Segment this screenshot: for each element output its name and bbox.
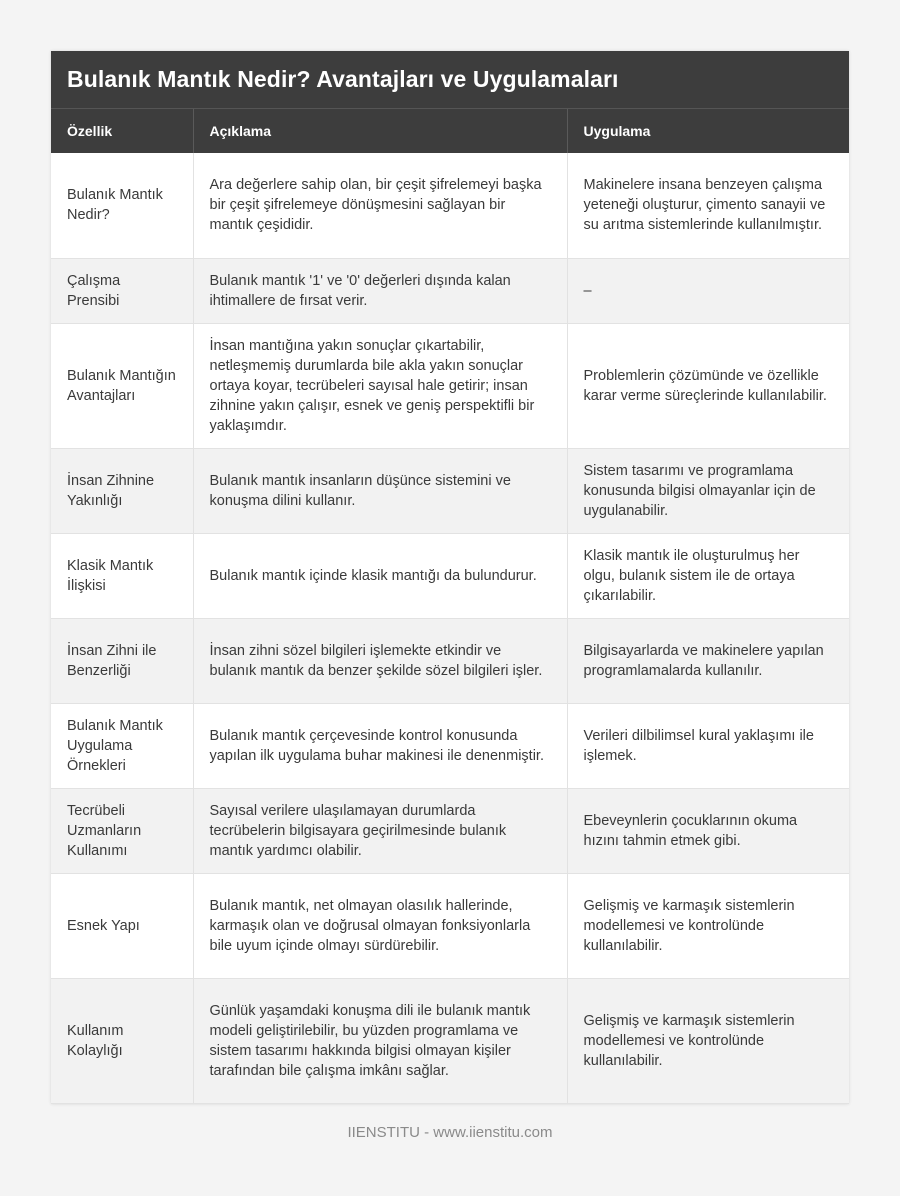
- cell-feature: Esnek Yapı: [51, 873, 193, 978]
- cell-feature: Çalışma Prensibi: [51, 258, 193, 323]
- table-row: [51, 323, 849, 448]
- table-row: [51, 153, 849, 258]
- cell-feature: Bulanık Mantık Uygulama Örnekleri: [51, 703, 193, 788]
- column-header-application: Uygulama: [567, 109, 849, 153]
- cell-feature: Kullanım Kolaylığı: [51, 978, 193, 1103]
- table-row: [51, 703, 849, 788]
- cell-description: Ara değerlere sahip olan, bir çeşit şifrelemeyi başka bir çeşit şifrelemeye dönüşmesini sağlayan bir mantık çeşididir.: [193, 153, 567, 258]
- table-row: [51, 258, 849, 323]
- footer-credit: IIENSTITU - www.iienstitu.com: [347, 1124, 553, 1141]
- cell-description: İnsan mantığına yakın sonuçlar çıkartabilir, netleşmemiş durumlarda bile akla yakın sonuçlar ortaya koyar, tecrübeleri sayısal hale getirir; insan zihnine yakın çalışır, esnek ve geniş perspektifli bir yaklaşımdır.: [193, 323, 567, 448]
- cell-description: Sayısal verilere ulaşılamayan durumlarda tecrübelerin bilgisayara geçirilmesinde bulanık mantık yardımcı olabilir.: [193, 788, 567, 873]
- cell-feature: İnsan Zihni ile Benzerliği: [51, 618, 193, 703]
- cell-application: Sistem tasarımı ve programlama konusunda bilgisi olmayanlar için de uygulanabilir.: [567, 448, 849, 533]
- cell-description: Günlük yaşamdaki konuşma dili ile bulanık mantık modeli geliştirilebilir, bu yüzden programlama ve sistem tasarımı hakkında bilgisi olmayan kişiler tarafından bile çalışma imkânı sağlar.: [193, 978, 567, 1103]
- cell-application: Problemlerin çözümünde ve özellikle karar verme süreçlerinde kullanılabilir.: [567, 323, 849, 448]
- cell-feature: Klasik Mantık İlişkisi: [51, 533, 193, 618]
- cell-feature: Tecrübeli Uzmanların Kullanımı: [51, 788, 193, 873]
- cell-application: Verileri dilbilimsel kural yaklaşımı ile işlemek.: [567, 703, 849, 788]
- cell-feature: Bulanık Mantığın Avantajları: [51, 323, 193, 448]
- cell-application: Ebeveynlerin çocuklarının okuma hızını tahmin etmek gibi.: [567, 788, 849, 873]
- table-row: [51, 788, 849, 873]
- table-row: [51, 618, 849, 703]
- cell-description: İnsan zihni sözel bilgileri işlemekte etkindir ve bulanık mantık da benzer şekilde sözel bilgileri işler.: [193, 618, 567, 703]
- column-header-description: Açıklama: [193, 109, 567, 153]
- page-title: Bulanık Mantık Nedir? Avantajları ve Uygulamaları: [67, 66, 619, 92]
- table-row: [51, 533, 849, 618]
- cell-description: Bulanık mantık çerçevesinde kontrol konusunda yapılan ilk uygulama buhar makinesi ile denenmiştir.: [193, 703, 567, 788]
- cell-application: Bilgisayarlarda ve makinelere yapılan programlamalarda kullanılır.: [567, 618, 849, 703]
- cell-description: Bulanık mantık içinde klasik mantığı da bulundurur.: [193, 533, 567, 618]
- table-row: [51, 873, 849, 978]
- title-bar: [51, 51, 849, 109]
- table-row: [51, 978, 849, 1103]
- cell-application: Makinelere insana benzeyen çalışma yeteneği oluşturur, çimento sanayii ve su arıtma sistemlerinde kullanılmıştır.: [567, 153, 849, 258]
- cell-description: Bulanık mantık '1' ve '0' değerleri dışında kalan ihtimallere de fırsat verir.: [193, 258, 567, 323]
- cell-description: Bulanık mantık, net olmayan olasılık hallerinde, karmaşık olan ve doğrusal olmayan fonksiyonlarla bile uyum içinde olmayı sürdürebilir.: [193, 873, 567, 978]
- cell-description: Bulanık mantık insanların düşünce sistemini ve konuşma dilini kullanır.: [193, 448, 567, 533]
- feature-table: [51, 109, 849, 1104]
- cell-application: Gelişmiş ve karmaşık sistemlerin modellemesi ve kontrolünde kullanılabilir.: [567, 873, 849, 978]
- column-header-feature: Özellik: [51, 109, 193, 153]
- cell-application: Klasik mantık ile oluşturulmuş her olgu, bulanık sistem ile de ortaya çıkarılabilir.: [567, 533, 849, 618]
- table-header-row: [51, 109, 849, 153]
- table-card: [51, 51, 849, 1104]
- cell-feature: İnsan Zihnine Yakınlığı: [51, 448, 193, 533]
- cell-feature: Bulanık Mantık Nedir?: [51, 153, 193, 258]
- cell-application: –: [567, 258, 849, 323]
- table-row: [51, 448, 849, 533]
- cell-application: Gelişmiş ve karmaşık sistemlerin modellemesi ve kontrolünde kullanılabilir.: [567, 978, 849, 1103]
